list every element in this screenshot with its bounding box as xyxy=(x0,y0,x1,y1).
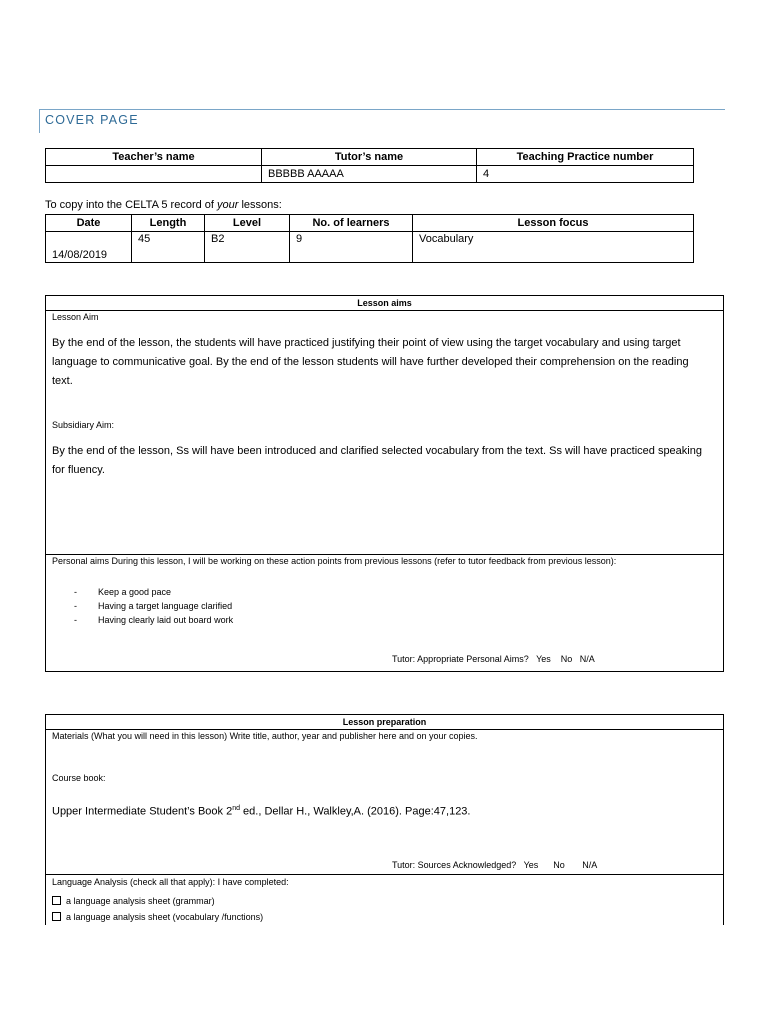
lesson-aims-main xyxy=(46,311,723,555)
lesson-focus-header: Lesson focus xyxy=(413,215,694,232)
tp-number-header: Teaching Practice number xyxy=(477,149,694,166)
cover-bar xyxy=(39,109,40,133)
lesson-aims-box xyxy=(45,295,724,672)
materials-label: Materials (What you will need in this lesson) Write title, author, year and publisher here and on your copies. xyxy=(52,731,478,741)
learners-header: No. of learners xyxy=(290,215,413,232)
personal-aims-list xyxy=(74,585,233,627)
date-value: 14/08/2019 xyxy=(52,249,108,261)
level-header: Level xyxy=(205,215,290,232)
learners-cell: 9 xyxy=(290,232,413,263)
subsidiary-aim-label: Subsidiary Aim: xyxy=(52,420,115,430)
lesson-aims-header: Lesson aims xyxy=(46,296,723,311)
tutor-name-cell: BBBBB AAAAA xyxy=(262,166,477,183)
tutor-name-header: Tutor’s name xyxy=(262,149,477,166)
tutor-sources-check: Tutor: Sources Acknowledged? Yes No N/A xyxy=(392,860,598,870)
level-cell: B2 xyxy=(205,232,290,263)
personal-aim-item: - Keep a good pace xyxy=(74,587,172,597)
course-book-label: Course book: xyxy=(52,773,106,783)
copy-note-emph: your xyxy=(217,199,239,211)
teacher-name-header: Teacher’s name xyxy=(46,149,262,166)
copy-note-suffix: lessons: xyxy=(238,199,282,211)
lesson-preparation-box xyxy=(45,714,724,925)
cover-rule xyxy=(39,109,725,110)
lesson-preparation-header: Lesson preparation xyxy=(46,715,723,730)
length-header: Length xyxy=(132,215,205,232)
date-cell xyxy=(46,232,132,263)
checkbox-icon[interactable] xyxy=(52,912,61,921)
cover-title: COVER PAGE xyxy=(45,113,139,127)
course-book-text: Upper Intermediate Student’s Book 2nd ed., Dellar H., Walkley,A. (2016). Page:47,123. xyxy=(52,805,471,818)
personal-aim-item: - Having clearly laid out board work xyxy=(74,615,234,625)
language-analysis-label: Language Analysis (check all that apply): I have completed: xyxy=(52,877,289,887)
teacher-name-cell xyxy=(46,166,262,183)
copy-note-prefix: To copy into the CELTA 5 record of xyxy=(45,199,218,211)
personal-aim-item: - Having a target language clarified xyxy=(74,601,233,611)
lesson-record-table xyxy=(45,214,694,263)
materials-section xyxy=(46,730,723,875)
tp-number-cell: 4 xyxy=(477,166,694,183)
language-analysis-checklist xyxy=(52,893,263,925)
subsidiary-aim-text: By the end of the lesson, Ss will have been introduced and clarified selected vocabulary from the text. Ss will have practiced speaking for fluency. xyxy=(52,445,702,476)
checkbox-item[interactable]: a language analysis sheet (grammar) xyxy=(52,893,263,909)
date-header: Date xyxy=(46,215,132,232)
lesson-focus-cell: Vocabulary xyxy=(413,232,694,263)
length-cell: 45 xyxy=(132,232,205,263)
teacher-info-table xyxy=(45,148,694,183)
copy-note xyxy=(45,199,282,211)
lesson-aim-text: By the end of the lesson, the students will have practiced justifying their point of view using the target vocabulary and using target language to communicative goal. By the end of the lesson students will have further developed their comprehension on the reading text. xyxy=(52,337,689,387)
personal-aims-label: Personal aims During this lesson, I will be working on these action points from previous lessons (refer to tutor feedback from previous lesson): xyxy=(52,556,617,566)
lesson-aim-label: Lesson Aim xyxy=(52,312,99,322)
tutor-personal-aims-check: Tutor: Appropriate Personal Aims? Yes No N/A xyxy=(392,654,595,664)
checkbox-icon[interactable] xyxy=(52,896,61,905)
checkbox-item[interactable]: a language analysis sheet (vocabulary /functions) xyxy=(52,909,263,925)
